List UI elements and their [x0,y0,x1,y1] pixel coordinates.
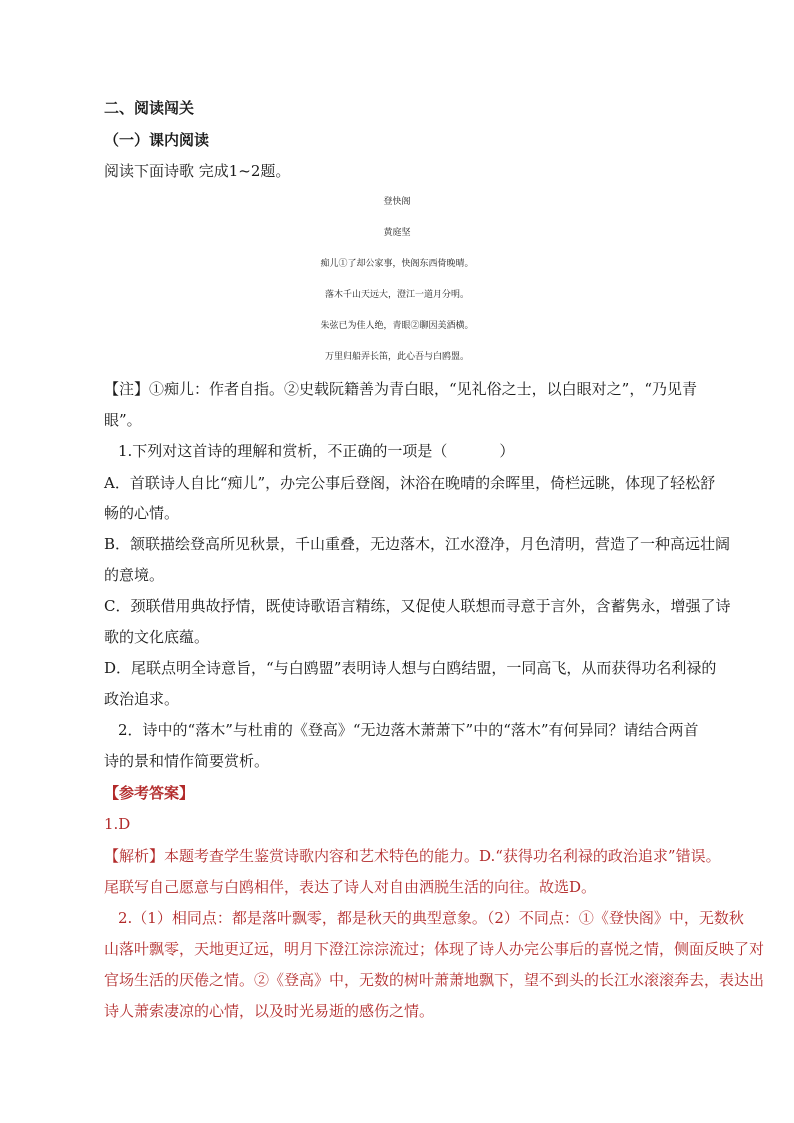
poem-author: 黄庭坚 [383,228,411,238]
option-d-line-2: 政治追求。 [104,690,180,708]
option-b-line-1: B．颔联描绘登高所见秋景，千山重叠，无边落木，江水澄净，月色清明，营造了一种高远壮阔 [104,535,731,553]
answer-heading: 【参考答案】 [104,784,195,802]
poem-title: 登快阁 [383,197,411,207]
answer-2-line-2: 山落叶飘零，天地更辽远，明月下澄江淙淙流过；体现了诗人办完公事后的喜悦之情，侧面反映了对 [104,940,765,958]
analysis-line-2: 尾联写自己愿意与白鸥相伴，表达了诗人对自由洒脱生活的向往。故选D。 [104,878,597,896]
answer-2-line-4: 诗人萧索凄凉的心情，以及时光易逝的感伤之情。 [104,1002,435,1020]
answer-2-line-1: 2.（1）相同点：都是落叶飘零，都是秋天的典型意象。（2）不同点：①《登快阁》中，无数秋 [118,909,744,927]
question-2-line-2: 诗的景和情作简要赏析。 [104,752,270,770]
poem-line-4: 万里归船弄长笛，此心吾与白鸥盟。 [324,352,469,362]
option-d-line-1: D．尾联点明全诗意旨，“与白鸥盟”表明诗人想与白鸥结盟，一同高飞，从而获得功名利禄的 [104,659,717,677]
instruction-text: 阅读下面诗歌 完成1~2题。 [104,162,291,180]
note-line-2: 眼”。 [104,411,142,429]
option-b-line-2: 的意境。 [104,566,165,584]
option-c-line-2: 歌的文化底蕴。 [104,628,210,646]
answer-1: 1.D [104,815,131,833]
analysis-line-1: 【解析】本题考查学生鉴赏诗歌内容和艺术特色的能力。D.“获得功名利禄的政治追求”错误。 [104,847,721,865]
section-heading: 二、阅读闯关 [104,99,195,117]
answer-2-line-3: 官场生活的厌倦之情。②《登高》中，无数的树叶萧萧地飘下，望不到头的长江水滚滚奔去，表达出 [104,971,765,989]
question-1-stem-text: 1.下列对这首诗的理解和赏析，不正确的一项是（ [118,442,448,460]
poem-line-1: 痴儿①了却公家事，快阁东西倚晚晴。 [320,259,474,269]
poem-line-3: 朱弦已为佳人绝，青眼②聊因美酒横。 [320,321,474,331]
question-1-stem-close: ） [499,442,515,460]
poem-line-2: 落木千山天远大，澄江一道月分明。 [324,290,469,300]
question-2-line-1: 2．诗中的“落木”与杜甫的《登高》“无边落木萧萧下”中的“落木”有何异同？请结合两首 [118,721,699,739]
option-c-line-1: C．颈联借用典故抒情，既使诗歌语言精练，又促使人联想而寻意于言外，含蓄隽永，增强了诗 [104,597,731,615]
subsection-heading: （一）课内阅读 [104,131,210,149]
option-a-line-2: 畅的心情。 [104,504,180,522]
question-1-stem [118,441,514,461]
note-line-1: 【注】①痴儿：作者自指。②史载阮籍善为青白眼，“见礼俗之士，以白眼对之”，“乃见青 [104,380,698,398]
option-a-line-1: A．首联诗人自比“痴儿”，办完公事后登阁，沐浴在晚晴的余晖里，倚栏远眺，体现了轻松舒 [104,474,716,492]
